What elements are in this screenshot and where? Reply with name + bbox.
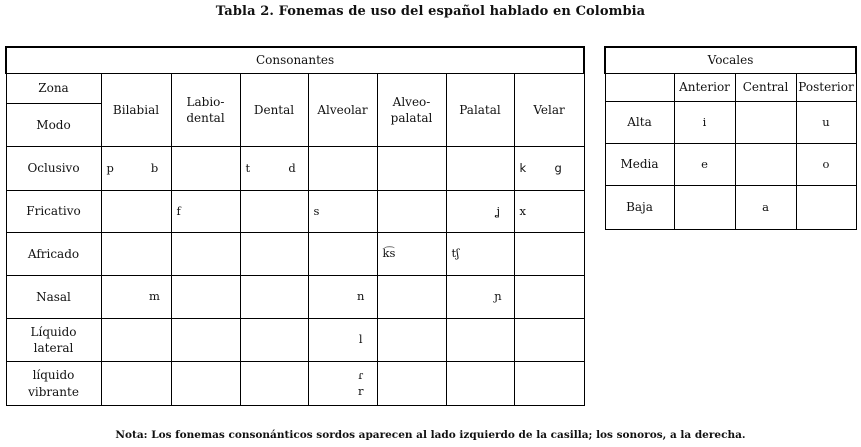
phoneme-cell — [514, 233, 584, 276]
table-row — [605, 186, 856, 230]
phoneme-cell — [514, 319, 584, 362]
phoneme-cell — [171, 319, 240, 362]
phoneme-cell — [446, 191, 514, 233]
phoneme-cell — [240, 319, 308, 362]
voiceless-phoneme: t — [245, 160, 251, 175]
vowels-header: Vocales — [605, 47, 856, 74]
phoneme-cell — [308, 276, 377, 319]
phoneme-cell — [308, 233, 377, 276]
phoneme-pair — [102, 289, 171, 305]
phoneme-cell — [377, 147, 446, 191]
voiced-phoneme: m — [149, 289, 160, 304]
col-label: Alveo- palatal — [390, 94, 433, 125]
phoneme-cell — [446, 233, 514, 276]
phoneme-cell — [101, 362, 171, 406]
phoneme-cell — [308, 362, 377, 406]
phoneme-cell — [101, 319, 171, 362]
phoneme-cell — [171, 276, 240, 319]
phoneme-cell — [514, 191, 584, 233]
phoneme-cell — [240, 147, 308, 191]
col-header-alveolar: Alveolar — [308, 74, 377, 147]
phoneme-cell — [446, 362, 514, 406]
voiceless-phoneme: k͡s — [382, 246, 396, 261]
row-label: Alta — [605, 102, 674, 144]
col-header-anterior: Anterior — [674, 74, 735, 102]
phoneme-pair — [309, 332, 377, 348]
phoneme-cell — [171, 191, 240, 233]
voiceless-phoneme: tʃ — [451, 246, 460, 261]
phoneme-cell — [446, 276, 514, 319]
table-row — [6, 191, 584, 233]
phoneme-pair — [172, 204, 240, 220]
phoneme-pair — [309, 204, 377, 220]
col-header-dental: Dental — [240, 74, 308, 147]
phoneme-cell — [171, 362, 240, 406]
voiced-phoneme: g — [554, 160, 562, 175]
phoneme-cell — [446, 319, 514, 362]
phoneme-cell — [377, 319, 446, 362]
table-row — [6, 233, 584, 276]
phoneme-cell — [240, 191, 308, 233]
phoneme-cell — [240, 362, 308, 406]
row-label: Media — [605, 144, 674, 186]
phoneme-cell — [446, 147, 514, 191]
zone-label: Zona — [6, 74, 101, 104]
vowels-corner — [605, 74, 674, 102]
table-row — [6, 147, 584, 191]
phoneme-cell — [377, 276, 446, 319]
phoneme-cell — [514, 276, 584, 319]
voiceless-phoneme: s — [313, 203, 320, 218]
voiced-phoneme: ʝ — [495, 203, 501, 218]
row-label: Fricativo — [6, 191, 101, 233]
mode-label: Modo — [6, 104, 101, 147]
col-header-palatal: Palatal — [446, 74, 514, 147]
phoneme-cell — [101, 276, 171, 319]
vowel-cell: o — [796, 144, 856, 186]
table-row — [6, 362, 584, 406]
phoneme-pair — [309, 368, 377, 399]
col-header-central: Central — [735, 74, 796, 102]
col-header-alveopalatal — [377, 74, 446, 147]
phoneme-pair — [378, 246, 446, 262]
phoneme-cell — [240, 233, 308, 276]
vowels-table — [604, 46, 857, 230]
vowel-cell — [735, 102, 796, 144]
phoneme-cell — [308, 319, 377, 362]
consonants-header: Consonantes — [6, 47, 584, 74]
table-row — [6, 319, 584, 362]
phoneme-cell — [377, 191, 446, 233]
vowel-cell: e — [674, 144, 735, 186]
vowel-cell — [735, 144, 796, 186]
phoneme-cell — [514, 362, 584, 406]
voiced-phoneme: l — [358, 332, 363, 347]
row-label: Líquido lateral — [6, 319, 101, 362]
phoneme-pair — [241, 161, 308, 177]
voiced-phoneme: ɲ — [494, 289, 502, 304]
phoneme-cell — [171, 147, 240, 191]
phoneme-cell — [240, 276, 308, 319]
consonants-table — [5, 46, 585, 406]
voiceless-phoneme: k — [519, 160, 527, 175]
vowel-cell — [796, 186, 856, 230]
phoneme-cell — [101, 233, 171, 276]
phoneme-pair — [309, 289, 377, 305]
col-header-labiodental — [171, 74, 240, 147]
row-label: líquido vibrante — [6, 362, 101, 406]
row-label: Baja — [605, 186, 674, 230]
vowel-cell: i — [674, 102, 735, 144]
row-label: Africado — [6, 233, 101, 276]
voiceless-phoneme: x — [519, 203, 526, 218]
table-row — [605, 144, 856, 186]
col-header-posterior: Posterior — [796, 74, 856, 102]
phoneme-pair — [447, 204, 514, 220]
phoneme-cell — [171, 233, 240, 276]
phoneme-pair — [515, 161, 584, 177]
col-header-velar: Velar — [514, 74, 584, 147]
phoneme-cell — [308, 191, 377, 233]
col-header-bilabial: Bilabial — [101, 74, 171, 147]
voiced-phoneme: d — [288, 160, 296, 175]
phoneme-cell — [514, 147, 584, 191]
col-label: Labio- dental — [186, 94, 225, 125]
voiceless-phoneme: f — [176, 203, 181, 218]
row-label: Nasal — [6, 276, 101, 319]
phoneme-pair — [447, 289, 514, 305]
table-title: Tabla 2. Fonemas de uso del español hablado en Colombia — [215, 4, 646, 19]
table-row — [605, 102, 856, 144]
voiced-phoneme: b — [150, 160, 159, 175]
phoneme-cell — [101, 191, 171, 233]
phoneme-cell — [101, 147, 171, 191]
phoneme-pair — [102, 161, 171, 177]
vowel-cell: u — [796, 102, 856, 144]
voiced-phoneme: n — [357, 289, 365, 304]
voiceless-phoneme: p — [106, 160, 114, 175]
phoneme-cell — [308, 147, 377, 191]
table-note: Nota: Los fonemas consonánticos sordos aparecen al lado izquierdo de la casilla; los sonoros, a la derecha. — [115, 429, 746, 441]
table-row — [6, 276, 584, 319]
vowel-cell: a — [735, 186, 796, 230]
voiced-phoneme: ɾ r — [358, 367, 364, 398]
phoneme-pair — [515, 204, 584, 220]
phoneme-pair — [447, 246, 514, 262]
vowel-cell — [674, 186, 735, 230]
phoneme-cell — [377, 233, 446, 276]
phoneme-cell — [377, 362, 446, 406]
row-label: Oclusivo — [6, 147, 101, 191]
